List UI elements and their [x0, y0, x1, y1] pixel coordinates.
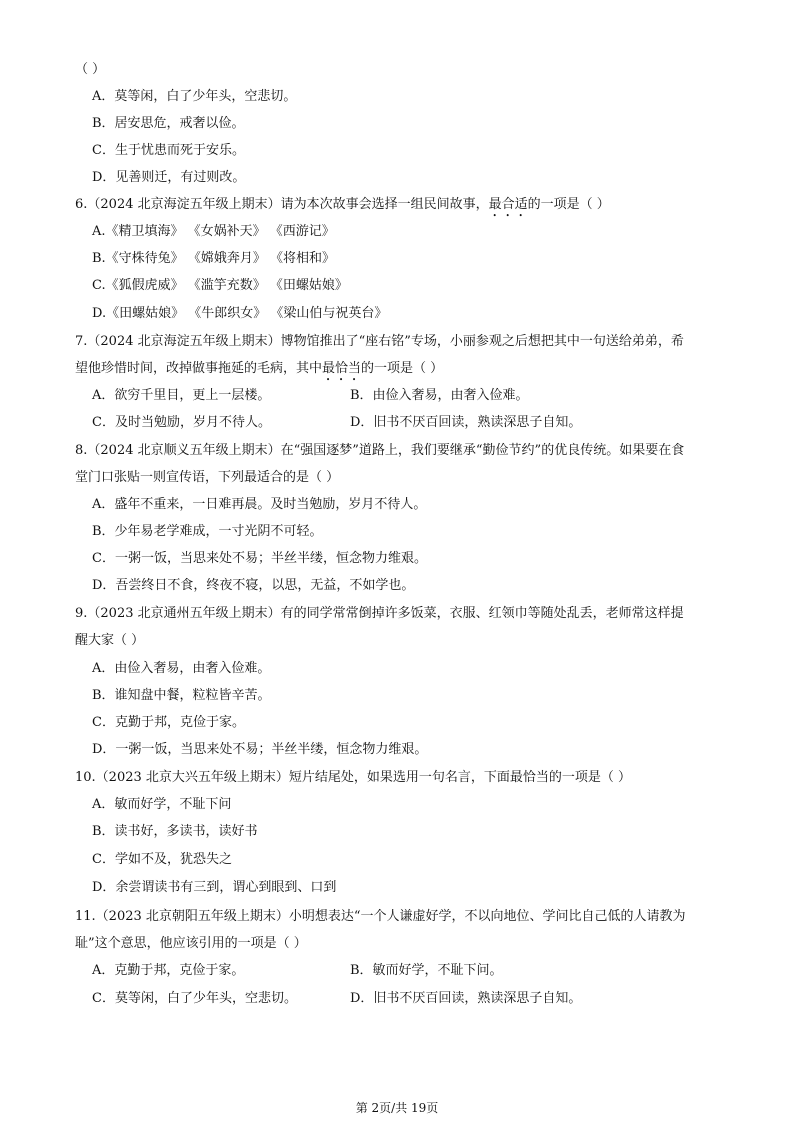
q8-stem-line1: 8.（2024 北京顺义五年级上期末）在“强国逐梦”道路上，我们要继承“勤俭节约”的优良传统。如果要在食	[75, 443, 685, 458]
q11-option-a: A．克勤于邦，克俭于家。	[92, 963, 245, 978]
q6-stem-pre: 6.（2024 北京海淀五年级上期末）请为本次故事会选择一组民间故事，	[75, 197, 489, 212]
q5-option-d: D．见善则迁，有过则改。	[92, 170, 246, 185]
q9-stem-line1: 9.（2023 北京通州五年级上期末）有的同学常常倒掉许多饭菜，衣服、红领巾等随处乱丢，老师常这样提	[75, 606, 684, 621]
q10-option-b: B．读书好，多读书，读好书	[92, 824, 258, 839]
q7-option-d: D．旧书不厌百回读，熟读深思子自知。	[350, 415, 582, 430]
q7-option-c: C．及时当勉励，岁月不待人。	[92, 415, 271, 430]
q10-option-a: A．敏而好学，不耻下问	[92, 797, 232, 812]
q7-option-a: A．欲穷千里目，更上一层楼。	[92, 388, 271, 403]
q10-stem: 10.（2023 北京大兴五年级上期末）短片结尾处，如果选用一句名言，下面最恰当的一项是（ ）	[75, 770, 632, 785]
q9-option-a: A．由俭入奢易，由奢入俭难。	[92, 661, 271, 676]
q10-option-d: D．余尝谓读书有三到，谓心到眼到、口到	[92, 880, 337, 895]
q9-option-b: B．谁知盘中餐，粒粒皆辛苦。	[92, 688, 271, 703]
q5-option-a: A．莫等闲，白了少年头，空悲切。	[92, 89, 297, 104]
q11-option-b: B．敏而好学，不耻下问。	[350, 963, 503, 978]
q8-option-d: D．吾尝终日不食，终夜不寝，以思，无益，不如学也。	[92, 578, 415, 593]
q7-option-b: B．由俭入奢易，由奢入俭难。	[350, 388, 529, 403]
q11-option-d: D．旧书不厌百回读，熟读深思子自知。	[350, 991, 582, 1006]
q8-option-b: B．少年易老学难成，一寸光阴不可轻。	[92, 524, 323, 539]
q8-stem-line2: 堂门口张贴一则宣传语，下列最适合的是（ ）	[75, 470, 340, 485]
page-number-footer: 第 2页/共 19页	[355, 1101, 439, 1115]
q7-stem-post: 的一项是（ ）	[361, 361, 444, 376]
q9-stem-line2: 醒大家（ ）	[75, 633, 145, 648]
q10-option-c: C．学如不及，犹恐失之	[92, 852, 232, 867]
q6-option-d: D.《田螺姑娘》 《牛郎织女》 《梁山伯与祝英台》	[92, 306, 388, 321]
q6-stem-emphasis: 最合适	[488, 197, 528, 212]
q8-option-a: A．盛年不重来，一日难再晨。及时当勉励，岁月不待人。	[92, 497, 427, 512]
q11-stem-line2: 耻”这个意思，他应该引用的一项是（ ）	[75, 936, 307, 951]
q6-option-b: B.《守株待兔》 《嫦娥奔月》 《将相和》	[92, 251, 335, 266]
q6-option-c: C.《狐假虎威》 《滥竽充数》 《田螺姑娘》	[92, 278, 348, 293]
q7-stem-line2	[75, 361, 443, 377]
q11-option-c: C．莫等闲，白了少年头，空悲切。	[92, 991, 297, 1006]
q9-option-d: D．一粥一饭，当思来处不易；半丝半缕，恒念物力维艰。	[92, 742, 428, 757]
q8-option-c: C．一粥一饭，当思来处不易；半丝半缕，恒念物力维艰。	[92, 551, 427, 566]
q7-stem-pre: 望他珍惜时间，改掉做事拖延的毛病，其中	[75, 361, 323, 376]
q6-stem	[75, 197, 610, 213]
q7-stem-emphasis: 最恰当	[322, 361, 362, 376]
q11-stem-line1: 11.（2023 北京朝阳五年级上期末）小明想表达“一个人谦虚好学，不以向地位、学问比自己低的人请教为	[75, 909, 686, 924]
q5-answer-bracket: （ ）	[75, 62, 106, 77]
q6-option-a: A.《精卫填海》 《女娲补天》 《西游记》	[92, 224, 335, 239]
q6-stem-post: 的一项是（ ）	[527, 197, 610, 212]
q9-option-c: C．克勤于邦，克俭于家。	[92, 715, 245, 730]
q5-option-b: B．居安思危，戒奢以俭。	[92, 116, 245, 131]
q5-option-c: C．生于忧患而死于安乐。	[92, 143, 245, 158]
q7-stem-line1: 7.（2024 北京海淀五年级上期末）博物馆推出了“座右铭”专场，小丽参观之后想把其中一句送给弟弟，希	[75, 334, 684, 349]
